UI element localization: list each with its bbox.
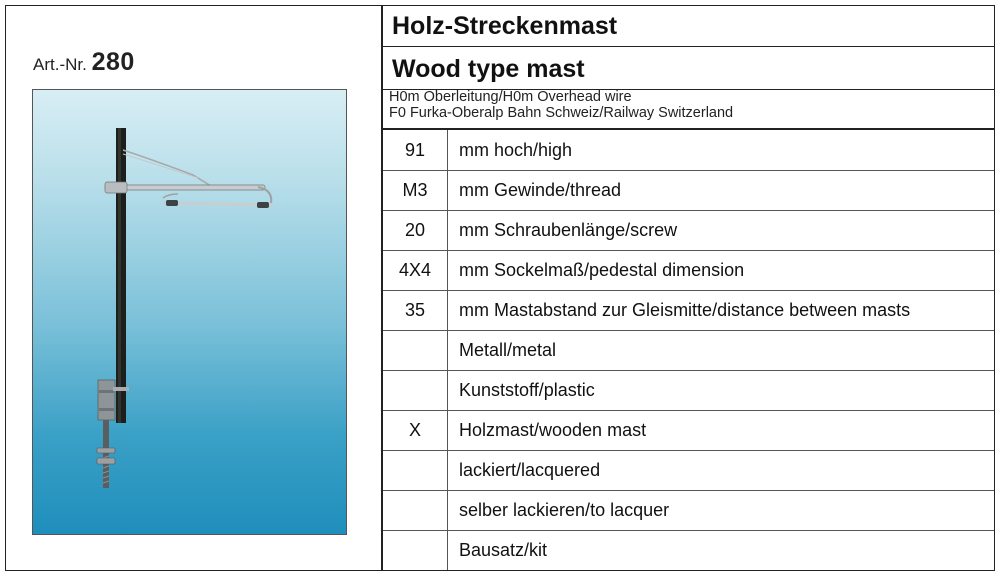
spec-value: 91 — [383, 130, 448, 170]
product-photo — [32, 89, 347, 535]
table-row — [383, 410, 994, 451]
table-row — [383, 330, 994, 371]
nut-lower — [97, 458, 115, 464]
table-row — [383, 290, 994, 331]
clamp — [113, 387, 129, 391]
subtitle-line-1: H0m Oberleitung/H0m Overhead wire — [389, 89, 632, 105]
tie-wire-2 — [123, 154, 198, 178]
cantilever-arm — [105, 185, 265, 190]
table-row — [383, 370, 994, 411]
pedestal — [98, 380, 115, 420]
title-german: Holz-Streckenmast — [392, 12, 618, 40]
pedestal-band-2 — [99, 408, 114, 411]
subtitle-line-2: F0 Furka-Oberalp Bahn Schweiz/Railway Switzerland — [389, 105, 734, 121]
table-row — [383, 130, 994, 171]
title-english: Wood type mast — [392, 55, 585, 83]
spec-label: mm Mastabstand zur Gleismitte/distance between masts — [459, 300, 911, 320]
subtitle — [389, 89, 733, 121]
spec-label: mm Gewinde/thread — [459, 180, 622, 200]
spec-value: 4X4 — [383, 250, 448, 290]
spec-value — [383, 450, 448, 490]
spec-label: Kunststoff/plastic — [459, 380, 595, 400]
article-number — [33, 48, 135, 77]
arm-bracket — [105, 182, 127, 193]
table-row — [383, 170, 994, 211]
pedestal-band — [99, 390, 114, 393]
article-prefix: Art.-Nr. — [33, 55, 87, 74]
spec-panel — [383, 6, 994, 570]
product-sheet — [5, 5, 995, 571]
table-row — [383, 250, 994, 291]
spec-value: M3 — [383, 170, 448, 210]
spec-label: Metall/metal — [459, 340, 557, 360]
table-row — [383, 490, 994, 531]
spec-label: lackiert/lacquered — [459, 460, 601, 480]
table-row — [383, 450, 994, 491]
mast-highlight — [118, 128, 121, 423]
spec-value — [383, 530, 448, 570]
spec-value: 35 — [383, 290, 448, 330]
title-english-row — [383, 47, 994, 90]
registration-hook — [163, 194, 178, 198]
spec-label: Bausatz/kit — [459, 540, 548, 560]
article-number-value: 280 — [91, 48, 135, 76]
registration-arm — [163, 203, 273, 205]
spec-value — [383, 370, 448, 410]
nut-upper — [97, 448, 115, 453]
spec-value — [383, 330, 448, 370]
table-row — [383, 530, 994, 570]
spec-label: mm Schraubenlänge/screw — [459, 220, 678, 240]
spec-label: selber lackieren/to lacquer — [459, 500, 670, 520]
spec-label: Holzmast/wooden mast — [459, 420, 647, 440]
spec-value: 20 — [383, 210, 448, 250]
spec-value: X — [383, 410, 448, 450]
table-row — [383, 210, 994, 251]
spec-label: mm hoch/high — [459, 140, 573, 160]
mast-illustration — [33, 90, 347, 535]
spec-value — [383, 490, 448, 530]
spec-label: mm Sockelmaß/pedestal dimension — [459, 260, 745, 280]
title-german-row — [383, 6, 994, 47]
